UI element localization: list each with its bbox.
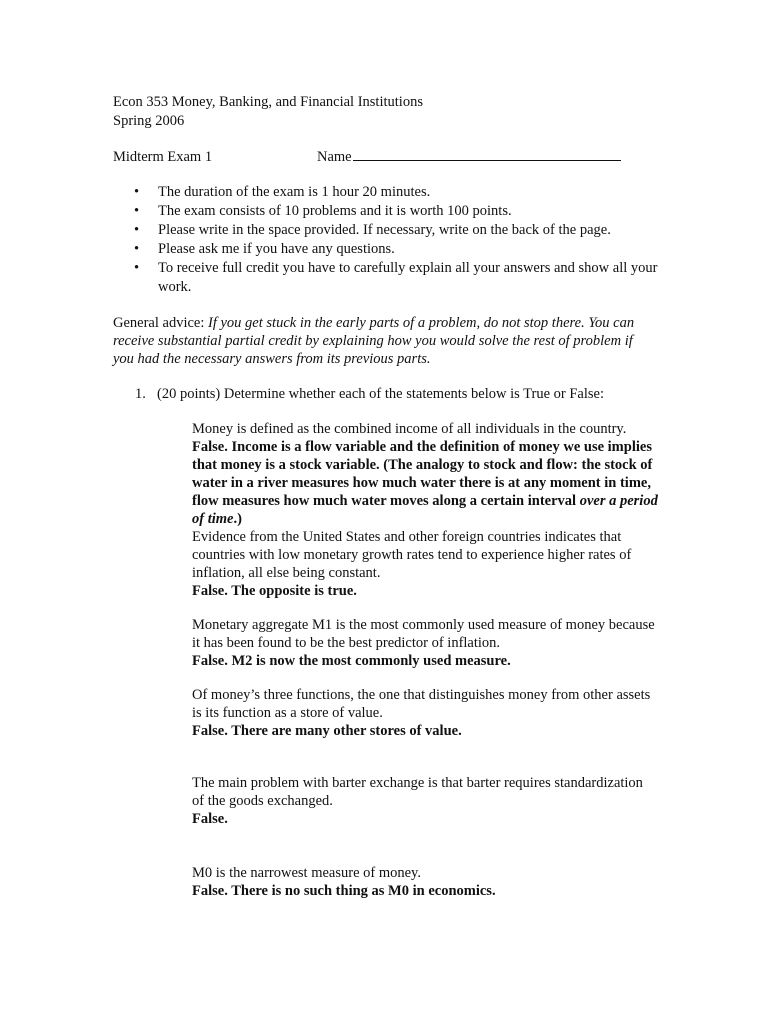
name-blank-line[interactable] [353,147,621,161]
statement-4: Of money’s three functions, the one that distinguishes money from other assets is its function as a store of value. [192,687,651,721]
answer-4: False. There are many other stores of value. [192,723,462,739]
statement-5: The main problem with barter exchange is that barter requires standardization of the goods exchanged. [192,775,643,809]
instruction-text: The duration of the exam is 1 hour 20 minutes. [158,184,431,200]
instruction-item [113,221,658,240]
advice-label: General advice: [113,315,205,331]
question-1-prompt [135,385,655,403]
statement-2: Evidence from the United States and other foreign countries indicates that countries with low monetary growth rates tend to experience higher rates of inflation, all else being constant. [192,529,632,581]
answer-5: False. [192,811,228,827]
statement-1: Money is defined as the combined income of all individuals in the country. [192,421,627,437]
instruction-text: Please ask me if you have any questions. [158,241,395,257]
answer-1-text: False. Income is a flow variable and the definition of money we use implies that money is a stock variable. (The analogy to stock and flow: the stock of water in a river measures how much water there is at any moment in time, flow measures how much water moves along a certain interval [192,439,653,509]
statement-6: M0 is the narrowest measure of money. [192,865,421,881]
exam-title-line [113,147,673,167]
instruction-item [113,202,658,221]
answer-3: False. M2 is now the most commonly used measure. [192,653,511,669]
bullet-icon: • [134,241,140,257]
question-text: (20 points) Determine whether each of the statements below is True or False: [157,386,604,402]
advice-text: If you get stuck in the early parts of a problem, do not stop there. You can receive substantial partial credit by explaining how you would solve the rest of problem if you had the necessary answers from its previous parts. [113,315,635,367]
course-header [113,93,423,131]
instruction-text: To receive full credit you have to carefully explain all your answers and show all your work. [158,260,658,295]
answer-1-tail: .) [233,511,242,527]
course-title: Econ 353 Money, Banking, and Financial Institutions [113,94,423,110]
general-advice [113,314,643,368]
instructions-list [113,183,658,297]
bullet-icon: • [134,222,140,238]
course-term: Spring 2006 [113,113,185,129]
bullet-icon: • [134,260,140,276]
true-false-items [192,420,658,900]
exam-title: Midterm Exam 1 [113,149,213,165]
statement-3: Monetary aggregate M1 is the most commonly used measure of money because it has been found to be the best predictor of inflation. [192,617,655,651]
instruction-text: Please write in the space provided. If necessary, write on the back of the page. [158,222,611,238]
instruction-text: The exam consists of 10 problems and it is worth 100 points. [158,203,512,219]
name-label: Name [317,149,352,165]
question-number: 1. [135,386,146,402]
bullet-icon: • [134,203,140,219]
answer-1 [192,438,658,528]
instruction-item [113,183,658,202]
instruction-item [113,240,658,259]
answer-1-italic: over a period of time [192,493,658,527]
answer-2: False. The opposite is true. [192,583,357,599]
answer-6: False. There is no such thing as M0 in economics. [192,883,496,899]
bullet-icon: • [134,184,140,200]
instruction-item [113,259,658,297]
